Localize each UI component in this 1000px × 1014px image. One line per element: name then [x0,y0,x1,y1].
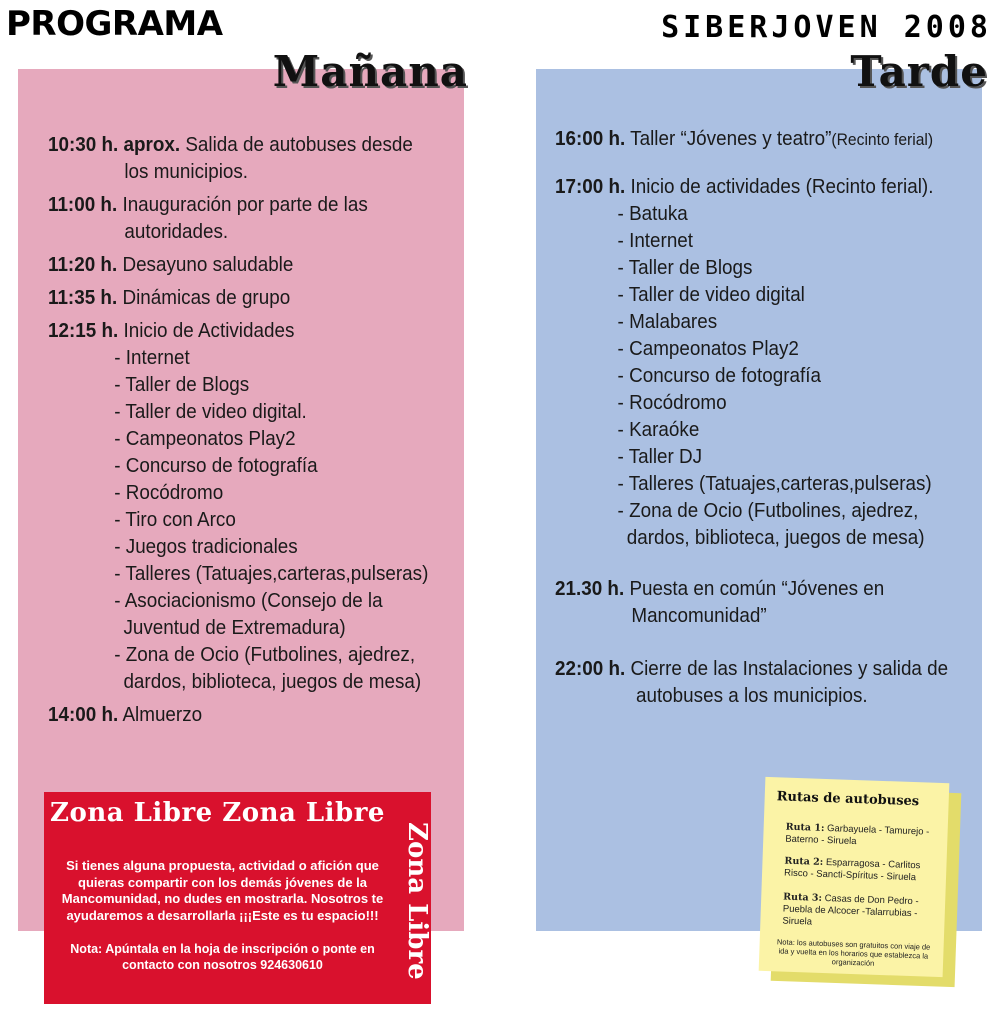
afternoon-title: Tarde [850,47,988,96]
schedule-entry [48,701,480,728]
activity-text: - Asociacionismo (Consejo de la [114,589,383,612]
entry-time: 11:35 h. [48,286,118,309]
route-label: Ruta 1: [785,821,825,834]
entry-time: 12:15 h. [48,319,119,342]
entry-time: 22:00 h. [555,657,626,680]
morning-schedule [48,131,480,734]
entry-time: 21.30 h. [555,577,625,600]
activity-item: - Batuka [617,202,688,225]
entry-time: 11:00 h. [48,193,118,216]
activity-continuation: dardos, biblioteca, juegos de mesa) [123,670,422,693]
activity-item: - Taller de Blogs [617,256,753,279]
entry-text: Inauguración por parte de las [122,193,368,216]
schedule-entry [48,284,480,311]
bus-route [784,856,937,885]
entry-continuation: autobuses a los municipios. [635,684,868,707]
activity-item: - Taller de video digital. [114,400,307,423]
activity-item: - Rocódromo [617,391,727,414]
program-heading: PROGRAMA [6,4,223,44]
activity-item: - Malabares [617,310,718,333]
activity-item [48,587,480,641]
entry-continuation: los municipios. [124,160,249,183]
entry-time: 14:00 h. [48,703,119,726]
morning-title: Mañana [272,47,468,96]
schedule-entry [48,191,480,245]
activity-item [555,497,987,551]
activity-text: - Zona de Ocio (Futbolines, ajedrez, [114,643,416,666]
zona-libre-vertical-title: Zona Libre [402,822,432,980]
zona-libre-box [44,792,431,1004]
route-text: Esparragosa - Carlitos Risco - Sancti-Spíritus - Siruela [783,857,921,884]
entry-time: 17:00 h. [555,175,626,198]
schedule-entry [48,317,480,344]
activity-item: - Karaóke [617,418,700,441]
activity-item: - Concurso de fotografía [617,364,821,387]
entry-continuation: autoridades. [124,220,229,243]
activity-item: - Campeonatos Play2 [617,337,799,360]
entry-text: Almuerzo [122,703,203,726]
activity-item: - Internet [114,346,190,369]
activity-item [48,641,480,695]
route-text: Casas de Don Pedro - Puebla de Alcocer -Talarrubias - Siruela [782,892,919,928]
activity-item: - Talleres (Tatuajes,carteras,pulseras) [617,472,932,495]
entry-location: (Recinto ferial) [831,130,934,149]
afternoon-schedule [555,125,987,715]
entry-text: Salida de autobuses desde [185,133,413,156]
entry-text: Taller “Jóvenes y teatro” [630,127,832,150]
route-label: Ruta 3: [783,891,823,904]
activity-item: - Campeonatos Play2 [114,427,296,450]
schedule-entry [555,575,987,629]
activity-item: - Taller de video digital [617,283,805,306]
entry-text: Dinámicas de grupo [122,286,291,309]
activity-continuation: Juventud de Extremadura) [123,616,346,639]
activity-item: - Taller de Blogs [114,373,250,396]
activity-text: - Zona de Ocio (Futbolines, ajedrez, [617,499,919,522]
schedule-entry [48,131,480,185]
entry-time: 10:30 h. aprox. [48,133,181,156]
activity-item: - Internet [617,229,694,252]
zona-libre-title: Zona Libre Zona Libre [50,798,385,828]
entry-time: 16:00 h. [555,127,626,150]
entry-text: Inicio de Actividades [123,319,295,342]
zona-libre-note: Nota: Apúntala en la hoja de inscripción o ponte en contacto con nosotros 924630610 [70,942,375,972]
activity-item: - Taller DJ [617,445,703,468]
bus-routes-title: Rutas de autobuses [776,789,920,810]
activity-item: - Talleres (Tatuajes,carteras,pulseras) [114,562,429,585]
activity-item: - Concurso de fotografía [114,454,318,477]
zona-libre-text: Si tienes alguna propuesta, actividad o afición que quieras compartir con los demás jóvenes de la Mancomunidad, no dudes en mostrarla. Nosotros te ayudaremos a desarrollarla ¡¡¡Este es tu espacio!!! [61,858,384,923]
event-heading: SIBERJOVEN 2008 [661,10,992,45]
activity-item: - Rocódromo [114,481,224,504]
entry-time: 11:20 h. [48,253,118,276]
activity-item: - Tiro con Arco [114,508,236,531]
entry-text: Cierre de las Instalaciones y salida de [630,657,949,680]
entry-text: Inicio de actividades (Recinto ferial). [630,175,934,198]
schedule-entry [555,173,987,200]
schedule-entry [555,125,987,153]
schedule-entry [48,251,480,278]
entry-text: Puesta en común “Jóvenes en [629,577,885,600]
route-text: Garbayuela - Tamurejo - Baterno - Siruela [785,823,930,848]
activity-item: - Juegos tradicionales [114,535,298,558]
route-label: Ruta 2: [784,855,824,868]
activity-continuation: dardos, biblioteca, juegos de mesa) [626,526,925,549]
bus-routes-footnote: Nota: los autobuses son gratuitos con viaje de ida y vuelta en los horarios que establezca la organización [776,937,931,968]
entry-text: Desayuno saludable [122,253,294,276]
bus-route [782,892,935,933]
bus-routes-note [759,777,950,977]
bus-route [785,822,938,851]
schedule-entry [555,655,987,709]
entry-continuation: Mancomunidad” [631,604,767,627]
